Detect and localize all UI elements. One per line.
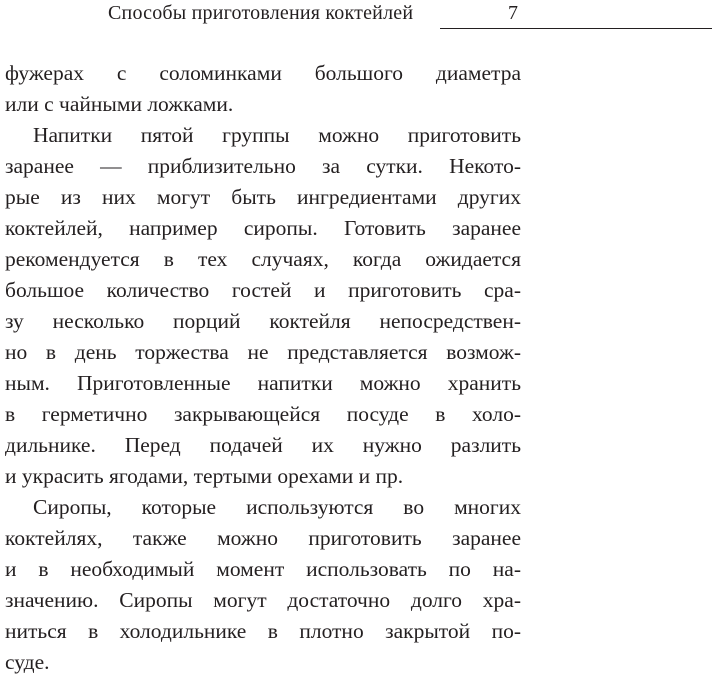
text-line: в герметично закрывающейся посуде в холо- <box>5 402 521 426</box>
text-line: ниться в холодильнике в плотно закрытой по- <box>5 619 521 643</box>
text-line: коктейлях, также можно приготовить заранее <box>5 526 521 550</box>
text-line: значению. Сиропы могут достаточно долго хра- <box>5 588 521 612</box>
running-header <box>0 0 712 30</box>
text-line: большое количество гостей и приготовить сра- <box>5 278 521 302</box>
running-title: Способы приготовления коктейлей <box>108 2 414 24</box>
text-line: заранее — приблизительно за сутки. Некото- <box>5 154 521 178</box>
text-line: и в необходимый момент использовать по на- <box>5 557 521 581</box>
text-line: коктейлей, например сиропы. Готовить заранее <box>5 216 521 240</box>
text-line: зу несколько порций коктейля непосредствен- <box>5 309 521 333</box>
text-line: и украсить ягодами, тертыми орехами и пр. <box>5 464 404 488</box>
text-line: ным. Приготовленные напитки можно хранить <box>5 371 521 395</box>
text-line: но в день торжества не представляется возмож- <box>5 340 521 364</box>
text-line: рые из них могут быть ингредиентами других <box>5 185 521 209</box>
text-line: рекомендуется в тех случаях, когда ожидается <box>5 247 521 271</box>
body-text <box>5 58 521 678</box>
text-line: или с чайными ложками. <box>5 92 234 116</box>
text-line: суде. <box>5 650 50 674</box>
text-line: фужерах с соломинками большого диаметра <box>5 61 521 85</box>
header-rule <box>440 28 712 29</box>
text-line: Сиропы, которые используются во многих <box>33 495 521 519</box>
text-line: дильнике. Перед подачей их нужно разлить <box>5 433 521 457</box>
page-number: 7 <box>508 2 518 24</box>
text-line: Напитки пятой группы можно приготовить <box>33 123 521 147</box>
